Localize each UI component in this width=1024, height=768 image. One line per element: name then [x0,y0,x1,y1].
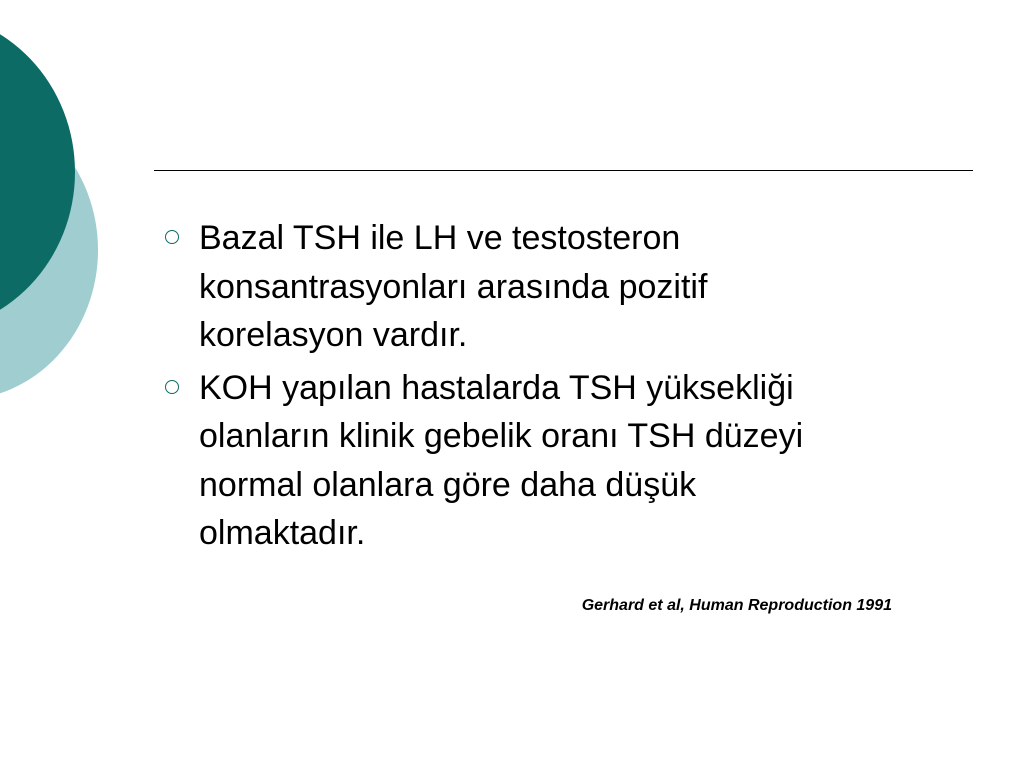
hollow-circle-icon [165,230,179,244]
bullet-item-1 [165,214,965,360]
bullet-line: konsantrasyonları arasında pozitif [199,267,708,306]
bullet-text-2 [199,364,965,558]
bullet-list [165,214,965,562]
bullet-line: normal olanlara göre daha düşük [199,465,697,504]
bullet-line: olmaktadır. [199,514,366,552]
bullet-item-2 [165,364,965,558]
citation: Gerhard et al, Human Reproduction 1991 [581,597,892,614]
bullet-line: KOH yapılan hastalarda TSH yüksekliği [199,368,794,407]
bullet-line: olanların klinik gebelik oranı TSH düzeyi [199,417,804,455]
bullet-line: korelasyon vardır. [199,316,468,354]
title-divider-line [154,170,973,171]
bullet-text-1 [199,214,965,360]
hollow-circle-icon [165,380,179,394]
bullet-line: Bazal TSH ile LH ve testosteron [199,219,681,257]
